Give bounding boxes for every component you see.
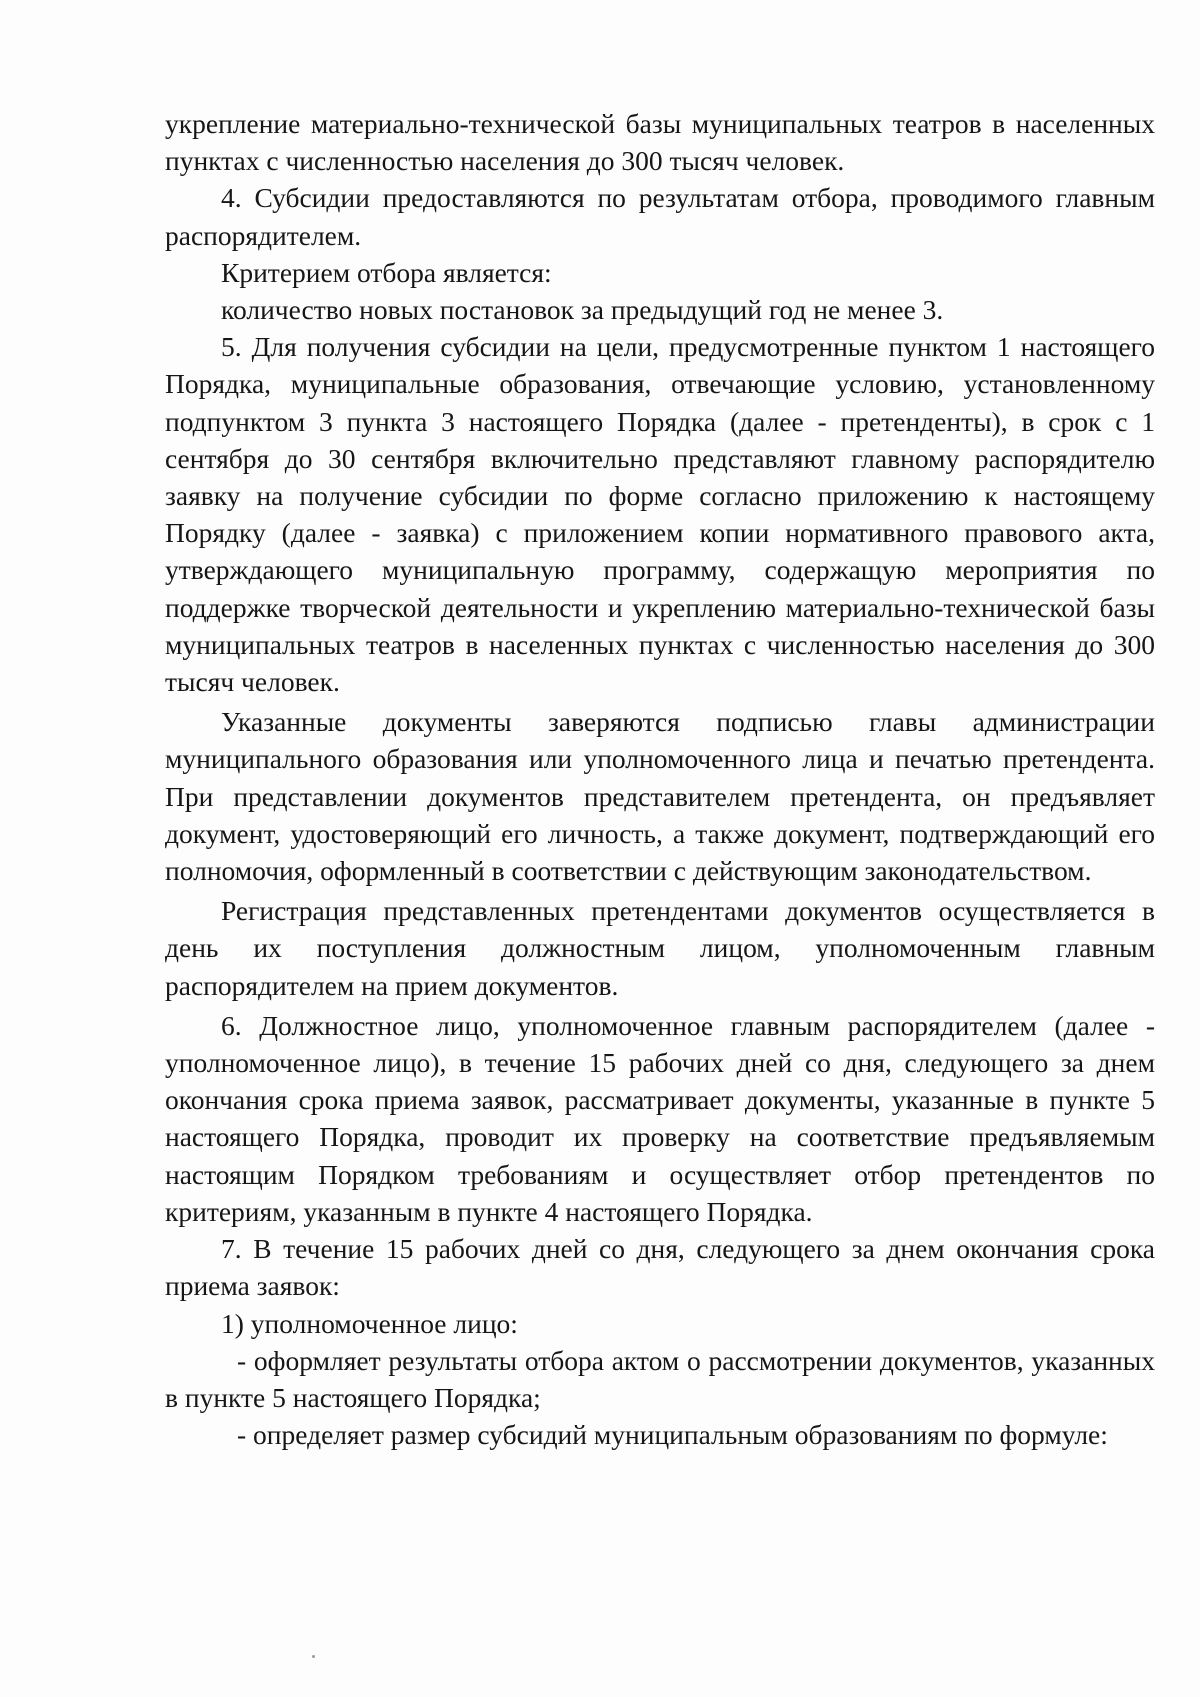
paragraph-item-5: 5. Для получения субсидии на цели, предусмотренные пунктом 1 настоящего Порядка, муниципальные образования, отвечающие условию, установленному подпунктом 3 пункта 3 настоящего Порядка (далее - претенденты), в срок с 1 сентября до 30 сентября включительно представляют главному распорядителю заявку на получение субсидии по форме согласно приложению к настоящему Порядку (далее - заявка) с приложением копии нормативного правового акта, утверждающего муниципальную программу, содержащую мероприятия по поддержке творческой деятельности и укреплению материально-технической базы муниципальных театров в населенных пунктах с численностью населения до 300 тысяч человек. [165, 331, 1155, 698]
paragraph-documents-certification: Указанные документы заверяются подписью главы администрации муниципального образования или уполномоченного лица и печатью претендента. При представлении документов представителем претендента, он предъявляет документ, удостоверяющий его личность, а также документ, подтверждающий его полномочия, оформленный в соответствии с действующим законодательством. [165, 706, 1155, 887]
paragraph-item-6: 6. Должностное лицо, уполномоченное главным распорядителем (далее - уполномоченное лицо), в течение 15 рабочих дней со дня, следующего за днем окончания срока приема заявок, рассматривает документы, указанные в пункте 5 настоящего Порядка, проводит их проверку на соответствие предъявляемым настоящим Порядком требованиям и осуществляет отбор претендентов по критериям, указанным в пункте 4 настоящего Порядка. [165, 1009, 1155, 1227]
scan-speck [312, 1655, 315, 1658]
paragraph-registration: Регистрация представленных претендентами документов осуществляется в день их поступления должностным лицом, уполномоченным главным распорядителем на прием документов. [165, 895, 1155, 1001]
paragraph-item-4: 4. Субсидии предоставляются по результатам отбора, проводимого главным распорядителем. [165, 182, 1155, 251]
paragraph-criterion-heading: Критерием отбора является: [221, 256, 552, 288]
paragraph-dash-item-act: - оформляет результаты отбора актом о рассмотрении документов, указанных в пункте 5 настоящего Порядка; [165, 1344, 1155, 1413]
paragraph-dash-item-formula: - определяет размер субсидий муниципальным образованиям по формуле: [237, 1419, 1108, 1451]
paragraph-continuation: укрепление материально-технической базы муниципальных театров в населенных пунктах с численностью населения до 300 тысяч человек. [165, 108, 1155, 177]
document-body [165, 105, 1155, 1453]
paragraph-subitem-1: 1) уполномоченное лицо: [221, 1307, 518, 1339]
paragraph-criterion-value: количество новых постановок за предыдущий год не менее 3. [221, 294, 944, 326]
paragraph-item-7: 7. В течение 15 рабочих дней со дня, следующего за днем окончания срока приема заявок: [165, 1233, 1155, 1302]
